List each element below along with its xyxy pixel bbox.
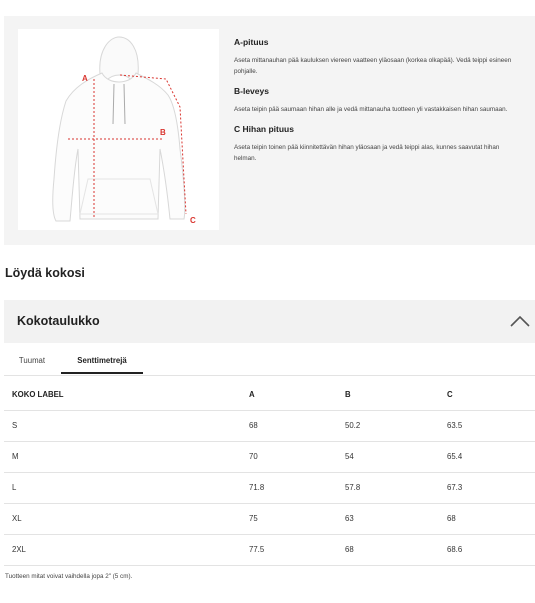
header-b: B — [345, 390, 351, 399]
header-c: C — [447, 390, 453, 399]
measurement-title: B-leveys — [234, 86, 269, 96]
table-row — [4, 473, 535, 504]
a-cell: 77.5 — [249, 545, 265, 554]
hoodie-measurement-image — [18, 29, 219, 230]
c-cell: 63.5 — [447, 421, 463, 430]
size-cell: M — [12, 452, 19, 461]
tab-centimeters[interactable]: Senttimetrejä — [61, 351, 143, 374]
label-c: C — [190, 216, 196, 225]
label-b: B — [160, 128, 166, 137]
c-cell: 68 — [447, 514, 456, 523]
b-cell: 50.2 — [345, 421, 361, 430]
a-cell: 75 — [249, 514, 258, 523]
size-cell: XL — [12, 514, 22, 523]
measurement-title: C Hihan pituus — [234, 124, 294, 134]
measurement-c — [234, 124, 514, 164]
size-variation-note: Tuotteen mitat voivat vaihdella jopa 2" (5 cm). — [5, 573, 133, 580]
size-cell: 2XL — [12, 545, 26, 554]
measurement-a — [234, 37, 514, 77]
hoodie-illustration — [18, 29, 219, 230]
accordion-title: Kokotaulukko — [17, 314, 100, 328]
measurement-description: Aseta mittanauhan pää kauluksen viereen vaatteen yläosaan (korkea olkapää). Vedä teippi esineen pohjalle. — [234, 57, 512, 75]
header-a: A — [249, 390, 255, 399]
table-row — [4, 442, 535, 473]
b-cell: 54 — [345, 452, 354, 461]
measurement-descriptions — [234, 37, 514, 173]
label-a: A — [82, 74, 88, 83]
measurement-title: A-pituus — [234, 37, 269, 47]
table-header-row — [4, 380, 535, 411]
table-row — [4, 504, 535, 535]
a-cell: 68 — [249, 421, 258, 430]
b-cell: 63 — [345, 514, 354, 523]
table-row — [4, 411, 535, 442]
tab-inches[interactable]: Tuumat — [18, 356, 46, 365]
measurement-description: Aseta teipin pää saumaan hihan alle ja vedä mittanauha tuotteen yli vastakkaisen hihan saumaan. — [234, 106, 508, 113]
size-cell: S — [12, 421, 18, 430]
b-cell: 57.8 — [345, 483, 361, 492]
a-cell: 70 — [249, 452, 258, 461]
a-cell: 71.8 — [249, 483, 265, 492]
c-cell: 67.3 — [447, 483, 463, 492]
table-row — [4, 535, 535, 566]
measurement-b — [234, 86, 514, 115]
unit-tabs — [4, 351, 535, 376]
c-cell: 68.6 — [447, 545, 463, 554]
b-cell: 68 — [345, 545, 354, 554]
size-cell: L — [12, 483, 17, 492]
size-chart-accordion-header[interactable] — [4, 300, 535, 343]
find-size-heading: Löydä kokosi — [5, 266, 85, 280]
header-size-label: KOKO LABEL — [12, 390, 64, 399]
measurement-description: Aseta teipin toinen pää kiinnitettävän hihan yläosaan ja vedä teippi alas, kunnes saavutat hihan helman. — [234, 144, 500, 162]
chevron-up-icon[interactable] — [510, 316, 530, 327]
c-cell: 65.4 — [447, 452, 463, 461]
measurement-guide — [4, 16, 535, 245]
size-table — [4, 380, 535, 566]
